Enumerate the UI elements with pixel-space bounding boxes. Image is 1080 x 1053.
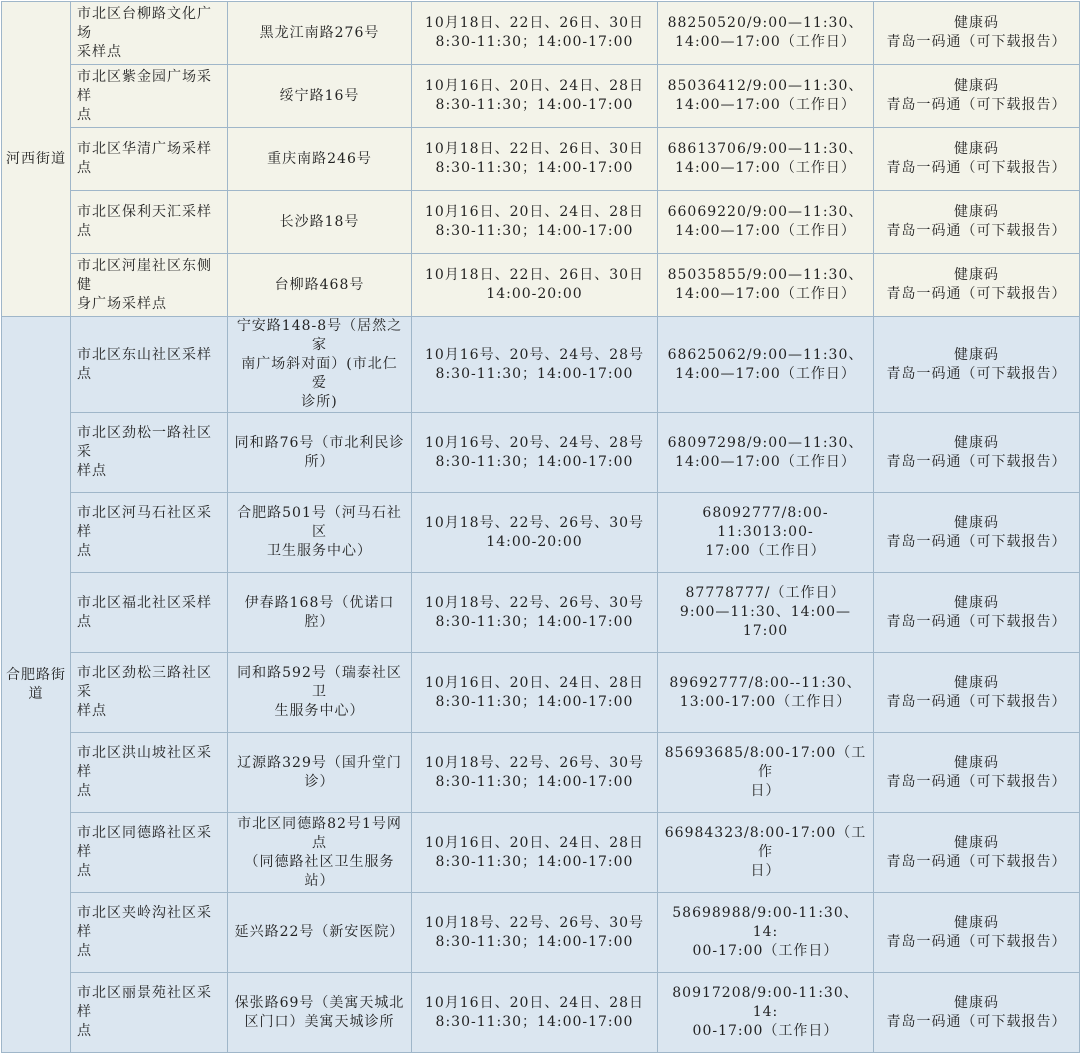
contact-phone-line: 14:00—17:00（工作日） xyxy=(675,365,856,382)
address-cell xyxy=(228,191,412,254)
sampling-time-cell xyxy=(412,973,658,1053)
sampling-time-line: 10月16日、20日、24日、28日 xyxy=(424,674,645,691)
sampling-sites-table xyxy=(1,1,1080,1053)
site-name-line: 市北区河崖社区东侧健 xyxy=(77,257,212,293)
address-line: 黑龙江南路276号 xyxy=(259,24,380,41)
site-name-line: 市北区丽景苑社区采样 xyxy=(77,985,212,1020)
contact-phone-line: 88250520/9:00—11:30、 xyxy=(667,15,864,31)
contact-phone-line: 13:00-17:00（工作日） xyxy=(679,693,852,710)
sampling-time-cell xyxy=(412,733,658,813)
site-name-line: 点 xyxy=(77,543,92,559)
site-name-cell xyxy=(71,317,228,413)
address-cell xyxy=(228,493,412,573)
contact-phone-line: 66069220/9:00—11:30、 xyxy=(667,204,864,220)
sampling-time-line: 8:30-11:30；14:00-17:00 xyxy=(435,693,634,710)
contact-phone-line: 85036412/9:00—11:30、 xyxy=(667,78,864,94)
address-line: 所） xyxy=(304,453,335,470)
site-name-cell xyxy=(71,191,228,254)
contact-phone-line: 00-17:00（工作日） xyxy=(692,943,839,959)
contact-phone-line: 68625062/9:00—11:30、 xyxy=(667,346,864,363)
site-name-line: 样点 xyxy=(77,703,107,719)
report-method-line: 青岛一码通（可下载报告） xyxy=(886,453,1067,470)
table-row xyxy=(2,128,1080,191)
street-cell: 河西街道 xyxy=(2,2,71,317)
report-method-cell xyxy=(874,653,1080,733)
sampling-time-line: 10月18号、22号、26号、30号 xyxy=(424,514,645,531)
address-line: 站） xyxy=(304,872,335,889)
address-line: （同德路社区卫生服务 xyxy=(244,853,395,870)
contact-phone-cell xyxy=(658,317,874,413)
report-method-line: 青岛一码通（可下载报告） xyxy=(886,34,1067,50)
contact-phone-line: 68092777/8:00-11:3013:00- xyxy=(702,505,829,540)
contact-phone-line: 89692777/8:00--11:30、 xyxy=(669,674,862,691)
site-name-line: 点 xyxy=(77,1023,92,1039)
table-body xyxy=(2,2,1080,1053)
report-method-line: 健康码 xyxy=(954,267,999,283)
sampling-time-cell xyxy=(412,191,658,254)
address-line: 生服务中心） xyxy=(274,703,365,719)
address-line: 诊） xyxy=(304,773,335,790)
contact-phone-line: 68613706/9:00—11:30、 xyxy=(667,141,864,157)
contact-phone-line: 日） xyxy=(750,783,781,799)
report-method-line: 健康码 xyxy=(954,994,999,1011)
sampling-time-line: 14:00-20:00 xyxy=(486,533,583,550)
address-cell xyxy=(228,813,412,893)
contact-phone-cell xyxy=(658,493,874,573)
contact-phone-line: 66984323/8:00-17:00（工作 xyxy=(664,825,867,860)
site-name-line: 市北区河马石社区采样 xyxy=(77,505,212,540)
contact-phone-cell xyxy=(658,813,874,893)
report-method-line: 健康码 xyxy=(954,141,999,157)
address-line: 区门口）美寓天城诊所 xyxy=(244,1013,395,1030)
table-row xyxy=(2,733,1080,813)
contact-phone-line: 85693685/8:00-17:00（工作 xyxy=(664,745,867,780)
sampling-time-cell xyxy=(412,317,658,413)
sampling-time-cell xyxy=(412,2,658,65)
site-name-line: 市北区保利天汇采样点 xyxy=(77,204,212,239)
site-name-line: 身广场采样点 xyxy=(77,295,167,312)
table-row xyxy=(2,653,1080,733)
sampling-time-line: 10月18日、22日、26日、30日 xyxy=(424,141,645,157)
sampling-time-line: 8:30-11:30；14:00-17:00 xyxy=(435,613,634,630)
address-cell xyxy=(228,573,412,653)
report-method-line: 青岛一码通（可下载报告） xyxy=(886,286,1067,302)
site-name-cell xyxy=(71,413,228,493)
site-name-line: 市北区同德路社区采样 xyxy=(77,825,212,860)
site-name-cell xyxy=(71,493,228,573)
report-method-line: 健康码 xyxy=(954,15,999,31)
contact-phone-line: 80917208/9:00-11:30、14: xyxy=(672,985,859,1020)
report-method-cell xyxy=(874,191,1080,254)
address-cell xyxy=(228,2,412,65)
report-method-cell xyxy=(874,65,1080,128)
report-method-line: 健康码 xyxy=(954,674,999,691)
site-name-line: 市北区夹岭沟社区采样 xyxy=(77,905,212,940)
site-name-line: 点 xyxy=(77,106,92,123)
report-method-cell xyxy=(874,254,1080,317)
table-row xyxy=(2,813,1080,893)
report-method-line: 健康码 xyxy=(954,78,999,94)
address-line: 市北区同德路82号1号网点 xyxy=(237,815,402,851)
address-line: 卫生服务中心） xyxy=(267,543,372,559)
site-name-line: 点 xyxy=(77,863,92,879)
address-cell xyxy=(228,413,412,493)
table-row xyxy=(2,973,1080,1053)
sampling-time-cell xyxy=(412,65,658,128)
table-row xyxy=(2,65,1080,128)
report-method-line: 健康码 xyxy=(954,594,999,611)
report-method-line: 青岛一码通（可下载报告） xyxy=(886,160,1067,176)
report-method-line: 青岛一码通（可下载报告） xyxy=(886,223,1067,239)
table-row xyxy=(2,413,1080,493)
sampling-time-line: 10月16号、20号、24号、28号 xyxy=(424,346,645,363)
sampling-time-cell xyxy=(412,653,658,733)
contact-phone-cell xyxy=(658,254,874,317)
report-method-cell xyxy=(874,973,1080,1053)
contact-phone-line: 9:00—11:30、14:00—17:00 xyxy=(679,604,852,639)
address-line: 南广场斜对面）(市北仁爱 xyxy=(241,356,398,391)
address-line: 诊所) xyxy=(301,394,338,410)
sampling-time-line: 10月16日、20日、24日、28日 xyxy=(424,204,645,220)
site-name-cell xyxy=(71,973,228,1053)
site-name-line: 样点 xyxy=(77,463,107,479)
contact-phone-cell xyxy=(658,191,874,254)
report-method-cell xyxy=(874,2,1080,65)
sampling-time-line: 10月18号、22号、26号、30号 xyxy=(424,594,645,611)
sampling-time-line: 8:30-11:30；14:00-17:00 xyxy=(435,773,634,790)
contact-phone-line: 68097298/9:00—11:30、 xyxy=(667,434,864,451)
site-name-cell xyxy=(71,254,228,317)
report-method-cell xyxy=(874,893,1080,973)
address-line: 辽源路329号（国升堂门 xyxy=(237,754,402,771)
sampling-time-line: 10月18日、22日、26日、30日 xyxy=(424,15,645,31)
address-line: 重庆南路246号 xyxy=(267,150,372,167)
sampling-time-line: 8:30-11:30；14:00-17:00 xyxy=(435,453,634,470)
address-line: 台柳路468号 xyxy=(274,276,365,293)
report-method-line: 青岛一码通（可下载报告） xyxy=(886,365,1067,382)
site-name-cell xyxy=(71,813,228,893)
table-row xyxy=(2,2,1080,65)
sampling-time-line: 8:30-11:30；14:00-17:00 xyxy=(435,1013,634,1030)
sampling-time-line: 10月18号、22号、26号、30号 xyxy=(424,914,645,931)
contact-phone-line: 87778777/（工作日） xyxy=(685,585,846,601)
contact-phone-cell xyxy=(658,653,874,733)
sampling-time-cell xyxy=(412,893,658,973)
sampling-time-line: 8:30-11:30；14:00-17:00 xyxy=(435,223,634,239)
address-line: 保张路69号（美寓天城北 xyxy=(234,994,405,1011)
site-name-cell xyxy=(71,2,228,65)
report-method-line: 健康码 xyxy=(954,346,999,363)
sampling-time-line: 10月18号、22号、26号、30号 xyxy=(424,754,645,771)
site-name-line: 市北区福北社区采样点 xyxy=(77,594,212,630)
sampling-time-cell xyxy=(412,413,658,493)
sampling-time-line: 10月16号、20号、24号、28号 xyxy=(424,434,645,451)
site-name-line: 点 xyxy=(77,783,92,799)
sampling-time-cell xyxy=(412,493,658,573)
site-name-line: 市北区台柳路文化广场 xyxy=(77,5,212,41)
table-row xyxy=(2,191,1080,254)
address-line: 同和路76号（市北利民诊 xyxy=(234,434,405,451)
site-name-cell xyxy=(71,573,228,653)
site-name-cell xyxy=(71,128,228,191)
street-cell: 合肥路街道 xyxy=(2,317,71,1053)
table-row xyxy=(2,493,1080,573)
site-name-line: 点 xyxy=(77,943,92,959)
sampling-time-line: 8:30-11:30；14:00-17:00 xyxy=(435,365,634,382)
site-name-line: 采样点 xyxy=(77,43,122,60)
address-cell xyxy=(228,653,412,733)
report-method-cell xyxy=(874,317,1080,413)
address-line: 同和路592号（瑞泰社区卫 xyxy=(237,665,402,700)
site-name-line: 市北区劲松一路社区采 xyxy=(77,425,212,460)
contact-phone-line: 17:00（工作日） xyxy=(705,543,826,559)
report-method-line: 健康码 xyxy=(954,914,999,931)
sampling-time-line: 14:00-20:00 xyxy=(486,286,583,302)
report-method-line: 健康码 xyxy=(954,834,999,851)
sampling-time-line: 8:30-11:30；14:00-17:00 xyxy=(435,34,634,50)
sampling-time-line: 8:30-11:30；14:00-17:00 xyxy=(435,160,634,176)
sampling-time-cell xyxy=(412,254,658,317)
contact-phone-line: 14:00—17:00（工作日） xyxy=(675,97,856,113)
address-cell xyxy=(228,317,412,413)
address-cell xyxy=(228,973,412,1053)
report-method-cell xyxy=(874,573,1080,653)
report-method-line: 青岛一码通（可下载报告） xyxy=(886,853,1067,870)
sampling-time-line: 10月16日、20日、24日、28日 xyxy=(424,834,645,851)
sampling-time-line: 10月16日、20日、24日、28日 xyxy=(424,78,645,94)
address-line: 伊春路168号（优诺口腔） xyxy=(244,594,395,630)
address-cell xyxy=(228,254,412,317)
contact-phone-line: 00-17:00（工作日） xyxy=(692,1023,839,1039)
site-name-line: 市北区东山社区采样点 xyxy=(77,346,212,382)
site-name-cell xyxy=(71,733,228,813)
site-name-line: 市北区劲松三路社区采 xyxy=(77,665,212,700)
report-method-cell xyxy=(874,813,1080,893)
contact-phone-line: 日） xyxy=(750,863,781,879)
contact-phone-cell xyxy=(658,2,874,65)
table-row xyxy=(2,254,1080,317)
address-line: 延兴路22号（新安医院） xyxy=(234,924,405,940)
contact-phone-cell xyxy=(658,65,874,128)
contact-phone-cell xyxy=(658,413,874,493)
report-method-cell xyxy=(874,413,1080,493)
report-method-cell xyxy=(874,733,1080,813)
address-cell xyxy=(228,893,412,973)
table-row xyxy=(2,893,1080,973)
report-method-line: 健康码 xyxy=(954,754,999,771)
site-name-cell xyxy=(71,65,228,128)
contact-phone-cell xyxy=(658,128,874,191)
contact-phone-line: 14:00—17:00（工作日） xyxy=(675,223,856,239)
site-name-line: 市北区紫金园广场采样 xyxy=(77,68,212,104)
contact-phone-line: 14:00—17:00（工作日） xyxy=(675,160,856,176)
site-name-cell xyxy=(71,893,228,973)
contact-phone-line: 85035855/9:00—11:30、 xyxy=(667,267,864,283)
sampling-time-cell xyxy=(412,128,658,191)
address-line: 长沙路18号 xyxy=(279,213,360,230)
report-method-line: 青岛一码通（可下载报告） xyxy=(886,1013,1067,1030)
report-method-line: 青岛一码通（可下载报告） xyxy=(886,533,1067,550)
address-line: 宁安路148-8号（居然之家 xyxy=(236,318,403,353)
report-method-line: 青岛一码通（可下载报告） xyxy=(886,97,1067,113)
report-method-line: 健康码 xyxy=(954,204,999,220)
report-method-cell xyxy=(874,493,1080,573)
contact-phone-cell xyxy=(658,893,874,973)
contact-phone-line: 14:00—17:00（工作日） xyxy=(675,286,856,302)
report-method-line: 健康码 xyxy=(954,434,999,451)
report-method-cell xyxy=(874,128,1080,191)
address-cell xyxy=(228,65,412,128)
report-method-line: 青岛一码通（可下载报告） xyxy=(886,613,1067,630)
contact-phone-line: 14:00—17:00（工作日） xyxy=(675,34,856,50)
address-line: 合肥路501号（河马石社区 xyxy=(237,505,402,540)
table-row xyxy=(2,573,1080,653)
contact-phone-cell xyxy=(658,973,874,1053)
site-name-cell xyxy=(71,653,228,733)
address-cell xyxy=(228,128,412,191)
table-row xyxy=(2,317,1080,413)
report-method-line: 青岛一码通（可下载报告） xyxy=(886,693,1067,710)
site-name-line: 市北区华清广场采样点 xyxy=(77,141,212,176)
sampling-time-cell xyxy=(412,573,658,653)
sampling-time-cell xyxy=(412,813,658,893)
contact-phone-cell xyxy=(658,733,874,813)
sampling-time-line: 8:30-11:30；14:00-17:00 xyxy=(435,853,634,870)
sampling-time-line: 10月16日、20日、24日、28日 xyxy=(424,994,645,1011)
sampling-time-line: 8:30-11:30；14:00-17:00 xyxy=(435,933,634,950)
site-name-line: 市北区洪山坡社区采样 xyxy=(77,745,212,780)
contact-phone-cell xyxy=(658,573,874,653)
address-line: 绥宁路16号 xyxy=(279,87,360,104)
contact-phone-line: 14:00—17:00（工作日） xyxy=(675,453,856,470)
sampling-time-line: 8:30-11:30；14:00-17:00 xyxy=(435,97,634,113)
sampling-time-line: 10月18日、22日、26日、30日 xyxy=(424,267,645,283)
contact-phone-line: 58698988/9:00-11:30、14: xyxy=(672,905,859,940)
report-method-line: 青岛一码通（可下载报告） xyxy=(886,773,1067,790)
report-method-line: 青岛一码通（可下载报告） xyxy=(886,933,1067,950)
report-method-line: 健康码 xyxy=(954,514,999,531)
address-cell xyxy=(228,733,412,813)
